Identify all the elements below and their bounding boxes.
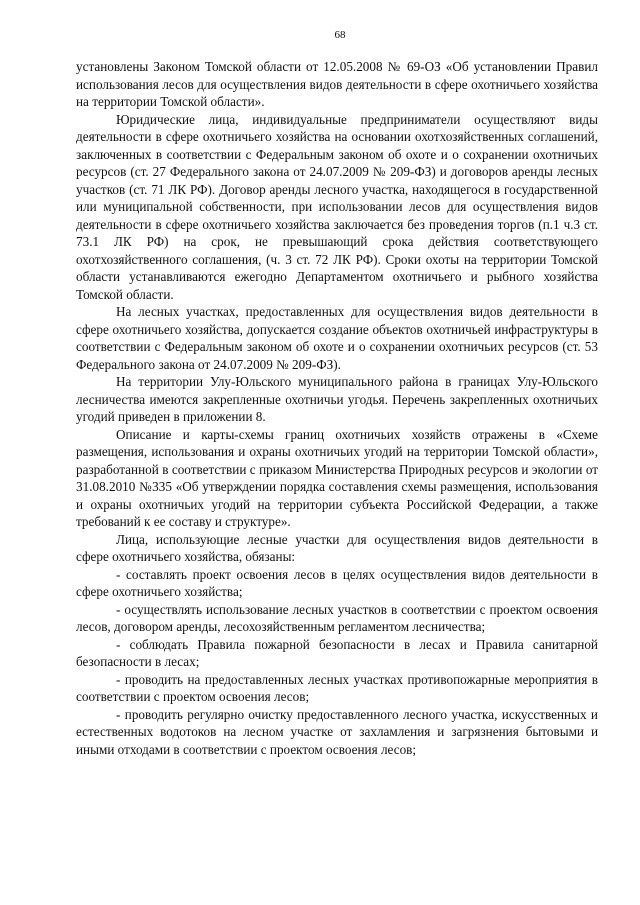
list-item: - составлять проект освоения лесов в целях осуществления видов деятельности в сфере охотничьего хозяйства; [76, 566, 598, 599]
list-item: - проводить на предоставленных лесных участках противопожарные мероприятия в соответствии с проектом освоения лесов; [76, 671, 598, 704]
paragraph: На лесных участках, предоставленных для осуществления видов деятельности в сфере охотничьего хозяйства, допускается создание объектов охотничьей инфраструктуры в соответствии с Федеральным законом об охоте и о сохранении охотничьих ресурсов (ст. 53 Федерального закона от 24.07.2009 № 209-ФЗ). [76, 304, 598, 372]
paragraph: На территории Улу-Юльского муниципального района в границах Улу-Юльского лесничества имеются закрепленные охотничьи угодья. Перечень закрепленных охотничьих угодий приведен в приложении 8. [76, 374, 598, 424]
paragraph: Описание и карты-схемы границ охотничьих хозяйств отражены в «Схеме размещения, использования и охраны охотничьих угодий на территории Томской области», разработанной в соответствии с приказом Министерства Природных ресурсов и экологии от 31.08.2010 №335 «Об утверждении порядка составления схемы размещения, использования и охраны охотничьих угодий на территории субъекта Российской Федерации, а также требований к ее составу и структуре». [76, 426, 598, 529]
list-item: - осуществлять использование лесных участков в соответствии с проектом освоения лесов, договором аренды, лесохозяйственным регламентом лесничества; [76, 601, 598, 634]
paragraph: установлены Законом Томской области от 12.05.2008 № 69-ОЗ «Об установлении Правил использования лесов для осуществления видов деятельности в сфере охотничьего хозяйства на территории Томской области». [76, 59, 598, 109]
list-item: - проводить регулярно очистку предоставленного лесного участка, искусственных и естественных водотоков на лесном участке от захламления и загрязнения бытовыми и иными отходами в соответствии с проектом освоения лесов; [76, 706, 598, 757]
paragraph: Лица, использующие лесные участки для осуществления видов деятельности в сфере охотничьего хозяйства, обязаны: [76, 531, 598, 564]
paragraph: Юридические лица, индивидуальные предприниматели осуществляют виды деятельности в сфере охотничьего хозяйства на основании охотхозяйственных соглашений, заключенных в соответствии с Федеральным законом об охоте и о сохранении охотничьих ресурсов (ст. 27 Федерального закона от 24.07.2009 № 209-ФЗ) и договоров аренды лесных участков (ст. 71 ЛК РФ). Договор аренды лесного участка, находящегося в государственной или муниципальной собственности, при использовании лесов для осуществления видов деятельности в сфере охотничьего хозяйства заключается без проведения торгов (п.1 ч.3 ст. 73.1 ЛК РФ) на срок, не превышающий срока действия соответствующего охотхозяйственного соглашения, (ч. 3 ст. 72 ЛК РФ). Сроки охоты на территории Томской области устанавливаются ежегодно Департаментом охотничьего и рыбного хозяйства Томской области. [76, 111, 598, 302]
page-number: 68 [334, 29, 346, 41]
document-body [76, 58, 598, 758]
list-item: - соблюдать Правила пожарной безопасности в лесах и Правила санитарной безопасности в лесах; [76, 636, 598, 669]
